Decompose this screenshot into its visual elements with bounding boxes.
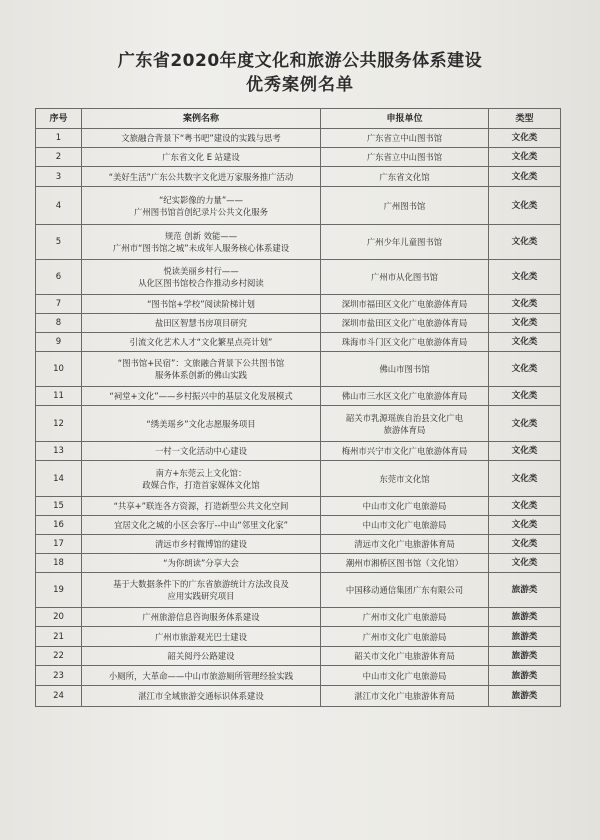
cell-seq: 21 <box>36 627 82 647</box>
cell-unit <box>321 225 489 260</box>
cell-unit-line: 中山市文化广电旅游局 <box>362 501 447 511</box>
cell-case-name <box>82 333 321 352</box>
table-row <box>36 516 561 535</box>
cell-unit-line: 佛山市三水区文化广电旅游体育局 <box>341 391 468 401</box>
cell-seq: 14 <box>36 461 82 497</box>
cell-seq: 13 <box>36 442 82 461</box>
header-name: 案例名称 <box>82 109 321 129</box>
table-row <box>36 608 561 627</box>
table-row <box>36 497 561 516</box>
cell-type: 文化类 <box>489 442 561 461</box>
cell-seq: 9 <box>36 333 82 352</box>
cell-case-name-line: 从化区图书馆校合作推动乡村阅读 <box>138 278 264 288</box>
cell-seq: 10 <box>36 352 82 387</box>
table-row <box>36 573 561 608</box>
table-row <box>36 666 561 686</box>
cell-unit-line: 清远市文化广电旅游体育局 <box>354 539 455 549</box>
cell-case-name <box>82 686 321 707</box>
cell-case-name-line: 服务体系创新的佛山实践 <box>154 370 248 380</box>
cell-seq: 12 <box>36 406 82 442</box>
cell-seq: 6 <box>36 260 82 295</box>
cell-case-name <box>82 666 321 686</box>
cell-unit <box>321 352 489 387</box>
cell-unit-line: 韶关市文化广电旅游体育局 <box>354 651 455 661</box>
document-subtitle: 优秀案例名单 <box>246 75 354 95</box>
cell-case-name <box>82 516 321 535</box>
cell-unit <box>321 406 489 442</box>
cell-case-name <box>82 627 321 647</box>
cell-case-name-line: “共享+”联连各方资源，打造新型公共文化空间 <box>113 501 289 511</box>
cell-seq: 7 <box>36 295 82 314</box>
cell-unit <box>321 129 489 148</box>
table-row <box>36 260 561 295</box>
cell-type: 文化类 <box>489 406 561 442</box>
table-row <box>36 295 561 314</box>
cell-case-name <box>82 461 321 497</box>
table-row <box>36 461 561 497</box>
cell-type: 文化类 <box>489 167 561 187</box>
cell-unit <box>321 295 489 314</box>
cell-unit <box>321 535 489 554</box>
cell-type: 文化类 <box>489 387 561 406</box>
cell-type: 旅游类 <box>489 627 561 647</box>
cell-case-name <box>82 387 321 406</box>
cell-case-name-line: 广州市“图书馆之城”未成年人服务核心体系建设 <box>112 243 290 253</box>
cell-type: 旅游类 <box>489 666 561 686</box>
cell-type: 文化类 <box>489 352 561 387</box>
cell-unit <box>321 497 489 516</box>
cell-unit <box>321 148 489 167</box>
cell-case-name-line: “图书馆+民宿”：文旅融合背景下公共图书馆 <box>117 358 285 368</box>
cell-case-name-line: 南方+东莞云上文化馆： <box>155 467 247 478</box>
cell-type: 文化类 <box>489 129 561 148</box>
cell-unit-line: 梅州市兴宁市文化广电旅游体育局 <box>341 446 468 456</box>
cell-unit-line: 佛山市图书馆 <box>379 364 430 374</box>
cell-unit <box>321 442 489 461</box>
cell-seq: 17 <box>36 535 82 554</box>
cell-unit-line: 中山市文化广电旅游局 <box>362 520 447 530</box>
cell-unit-line: 东莞市文化馆 <box>379 473 430 484</box>
cell-unit-line: 韶关市乳源瑶族自治县文化广电 <box>345 412 464 423</box>
cell-unit <box>321 187 489 225</box>
cell-case-name-line: 广州图书馆首创纪录片公共文化服务 <box>134 206 268 217</box>
cell-unit <box>321 516 489 535</box>
cell-seq: 5 <box>36 225 82 260</box>
cell-type: 文化类 <box>489 187 561 225</box>
cell-unit-line: 中山市文化广电旅游局 <box>362 670 447 681</box>
cell-unit-line: 广州市文化广电旅游局 <box>362 612 447 622</box>
cell-type: 旅游类 <box>489 686 561 707</box>
cell-seq: 4 <box>36 187 82 225</box>
cell-case-name-line: 广东省文化 E 站建设 <box>162 152 240 162</box>
cell-case-name-line: 规范 创新 效能—— <box>164 231 238 241</box>
cell-unit-line: 广州市文化广电旅游局 <box>362 631 447 642</box>
cell-case-name <box>82 535 321 554</box>
cell-case-name-line: 引流文化艺术人才“文化繁星点亮计划” <box>129 337 273 347</box>
cell-seq: 1 <box>36 129 82 148</box>
cell-case-name-line: “为你朗读”分享大会 <box>163 558 239 568</box>
cell-case-name-line: 清远市乡村微博馆的建设 <box>154 539 248 549</box>
cell-unit <box>321 260 489 295</box>
cell-case-name <box>82 442 321 461</box>
cell-type: 文化类 <box>489 225 561 260</box>
cell-unit <box>321 387 489 406</box>
cell-case-name-line: “图书馆+学校”阅读阶梯计划 <box>147 299 255 309</box>
cell-unit-line: 广东省立中山图书馆 <box>366 133 443 143</box>
table-row <box>36 148 561 167</box>
cell-unit-line: 深圳市盐田区文化广电旅游体育局 <box>341 318 468 328</box>
cell-unit-line: 旅游体育局 <box>383 424 426 435</box>
cell-case-name-line: 一村一文化活动中心建设 <box>154 446 248 456</box>
table-header-row <box>36 109 561 129</box>
table-row <box>36 442 561 461</box>
cell-case-name <box>82 225 321 260</box>
cell-unit <box>321 666 489 686</box>
cell-unit <box>321 647 489 666</box>
table-row <box>36 647 561 666</box>
cell-case-name <box>82 314 321 333</box>
cell-seq: 24 <box>36 686 82 707</box>
cell-case-name-line: “纪实影像的力量”—— <box>158 194 244 205</box>
cell-case-name-line: 小厕所，大革命——中山市旅游厕所管理经验实践 <box>108 670 294 681</box>
table-row <box>36 406 561 442</box>
cell-type: 旅游类 <box>489 573 561 608</box>
table-row <box>36 187 561 225</box>
table-row <box>36 333 561 352</box>
cell-case-name <box>82 148 321 167</box>
table-row <box>36 554 561 573</box>
cell-unit-line: 广州图书馆 <box>383 200 426 211</box>
cell-case-name-line: 广州市旅游观光巴士建设 <box>154 631 248 642</box>
cell-unit-line: 广东省立中山图书馆 <box>366 152 443 162</box>
cell-case-name-line: 文旅融合背景下“粤书吧”建设的实践与思考 <box>121 133 281 143</box>
cell-unit <box>321 686 489 707</box>
table-body <box>36 129 561 707</box>
header-seq: 序号 <box>36 109 82 129</box>
cell-case-name-line: “美好生活”广东公共数字文化进万家服务推广活动 <box>108 171 294 182</box>
cell-case-name-line: 韶关阅丹公路建设 <box>167 651 235 661</box>
table-row <box>36 686 561 707</box>
cell-case-name-line: 悦读美丽乡村行—— <box>163 266 239 276</box>
cell-unit-line: 珠海市斗门区文化广电旅游体育局 <box>341 337 468 347</box>
cell-unit-line: 湛江市文化广电旅游体育局 <box>354 691 455 701</box>
cell-case-name <box>82 608 321 627</box>
cell-unit <box>321 573 489 608</box>
cell-unit-line: 深圳市福田区文化广电旅游体育局 <box>341 299 468 309</box>
cell-type: 文化类 <box>489 295 561 314</box>
cell-case-name-line: 广州旅游信息咨询服务体系建设 <box>142 612 260 622</box>
cell-type: 文化类 <box>489 516 561 535</box>
cell-type: 文化类 <box>489 554 561 573</box>
cell-unit-line: 广州市从化图书馆 <box>371 272 438 282</box>
cell-unit-line: 潮州市湘桥区图书馆（文化馆） <box>345 558 464 568</box>
cell-unit <box>321 608 489 627</box>
cell-case-name-line: 基于大数据条件下的广东省旅游统计方法改良及 <box>113 579 289 589</box>
cell-case-name-line: 宜居文化之城的小区会客厅--中山“邻里文化家” <box>114 520 288 530</box>
cell-case-name <box>82 647 321 666</box>
cell-seq: 16 <box>36 516 82 535</box>
cell-unit <box>321 167 489 187</box>
cell-case-name <box>82 573 321 608</box>
cell-seq: 19 <box>36 573 82 608</box>
cell-unit <box>321 461 489 497</box>
cell-seq: 22 <box>36 647 82 666</box>
cell-case-name <box>82 129 321 148</box>
cell-unit <box>321 554 489 573</box>
cell-type: 文化类 <box>489 148 561 167</box>
table-row <box>36 387 561 406</box>
cell-type: 文化类 <box>489 260 561 295</box>
cell-case-name <box>82 352 321 387</box>
table-row <box>36 129 561 148</box>
cell-unit-line: 广东省文化馆 <box>379 171 430 182</box>
cell-type: 文化类 <box>489 333 561 352</box>
cell-case-name <box>82 554 321 573</box>
table-row <box>36 627 561 647</box>
cell-case-name-line: 政媒合作，打造首家媒体文化馆 <box>142 479 260 490</box>
table-row <box>36 225 561 260</box>
cell-case-name-line: “绣美瑶乡”文化志愿服务项目 <box>146 418 256 429</box>
cell-seq: 3 <box>36 167 82 187</box>
table-row <box>36 535 561 554</box>
cell-unit <box>321 314 489 333</box>
cell-type: 旅游类 <box>489 608 561 627</box>
cell-type: 文化类 <box>489 314 561 333</box>
cell-case-name-line: 应用实践研究项目 <box>167 591 235 601</box>
cell-case-name <box>82 295 321 314</box>
cell-case-name <box>82 167 321 187</box>
cell-unit-line: 广州少年儿童图书馆 <box>366 237 443 247</box>
case-table <box>35 108 561 707</box>
cell-unit <box>321 333 489 352</box>
document-title: 广东省2020年度文化和旅游公共服务体系建设 <box>117 51 483 71</box>
cell-case-name <box>82 187 321 225</box>
cell-seq: 23 <box>36 666 82 686</box>
cell-seq: 18 <box>36 554 82 573</box>
table-row <box>36 352 561 387</box>
table-row <box>36 167 561 187</box>
cell-seq: 15 <box>36 497 82 516</box>
cell-unit <box>321 627 489 647</box>
table-row <box>36 314 561 333</box>
cell-type: 文化类 <box>489 497 561 516</box>
cell-seq: 20 <box>36 608 82 627</box>
header-unit: 申报单位 <box>321 109 489 129</box>
cell-type: 旅游类 <box>489 647 561 666</box>
cell-case-name-line: 湛江市全域旅游交通标识体系建设 <box>138 691 264 701</box>
cell-case-name <box>82 406 321 442</box>
cell-case-name-line: “祠堂+文化”——乡村振兴中的基层文化发展模式 <box>109 391 293 401</box>
cell-type: 文化类 <box>489 461 561 497</box>
header-type: 类型 <box>489 109 561 129</box>
cell-seq: 11 <box>36 387 82 406</box>
cell-unit-line: 中国移动通信集团广东有限公司 <box>345 585 464 595</box>
cell-seq: 8 <box>36 314 82 333</box>
cell-type: 文化类 <box>489 535 561 554</box>
cell-case-name-line: 盐田区智慧书房项目研究 <box>154 318 248 328</box>
cell-case-name <box>82 260 321 295</box>
cell-seq: 2 <box>36 148 82 167</box>
cell-case-name <box>82 497 321 516</box>
